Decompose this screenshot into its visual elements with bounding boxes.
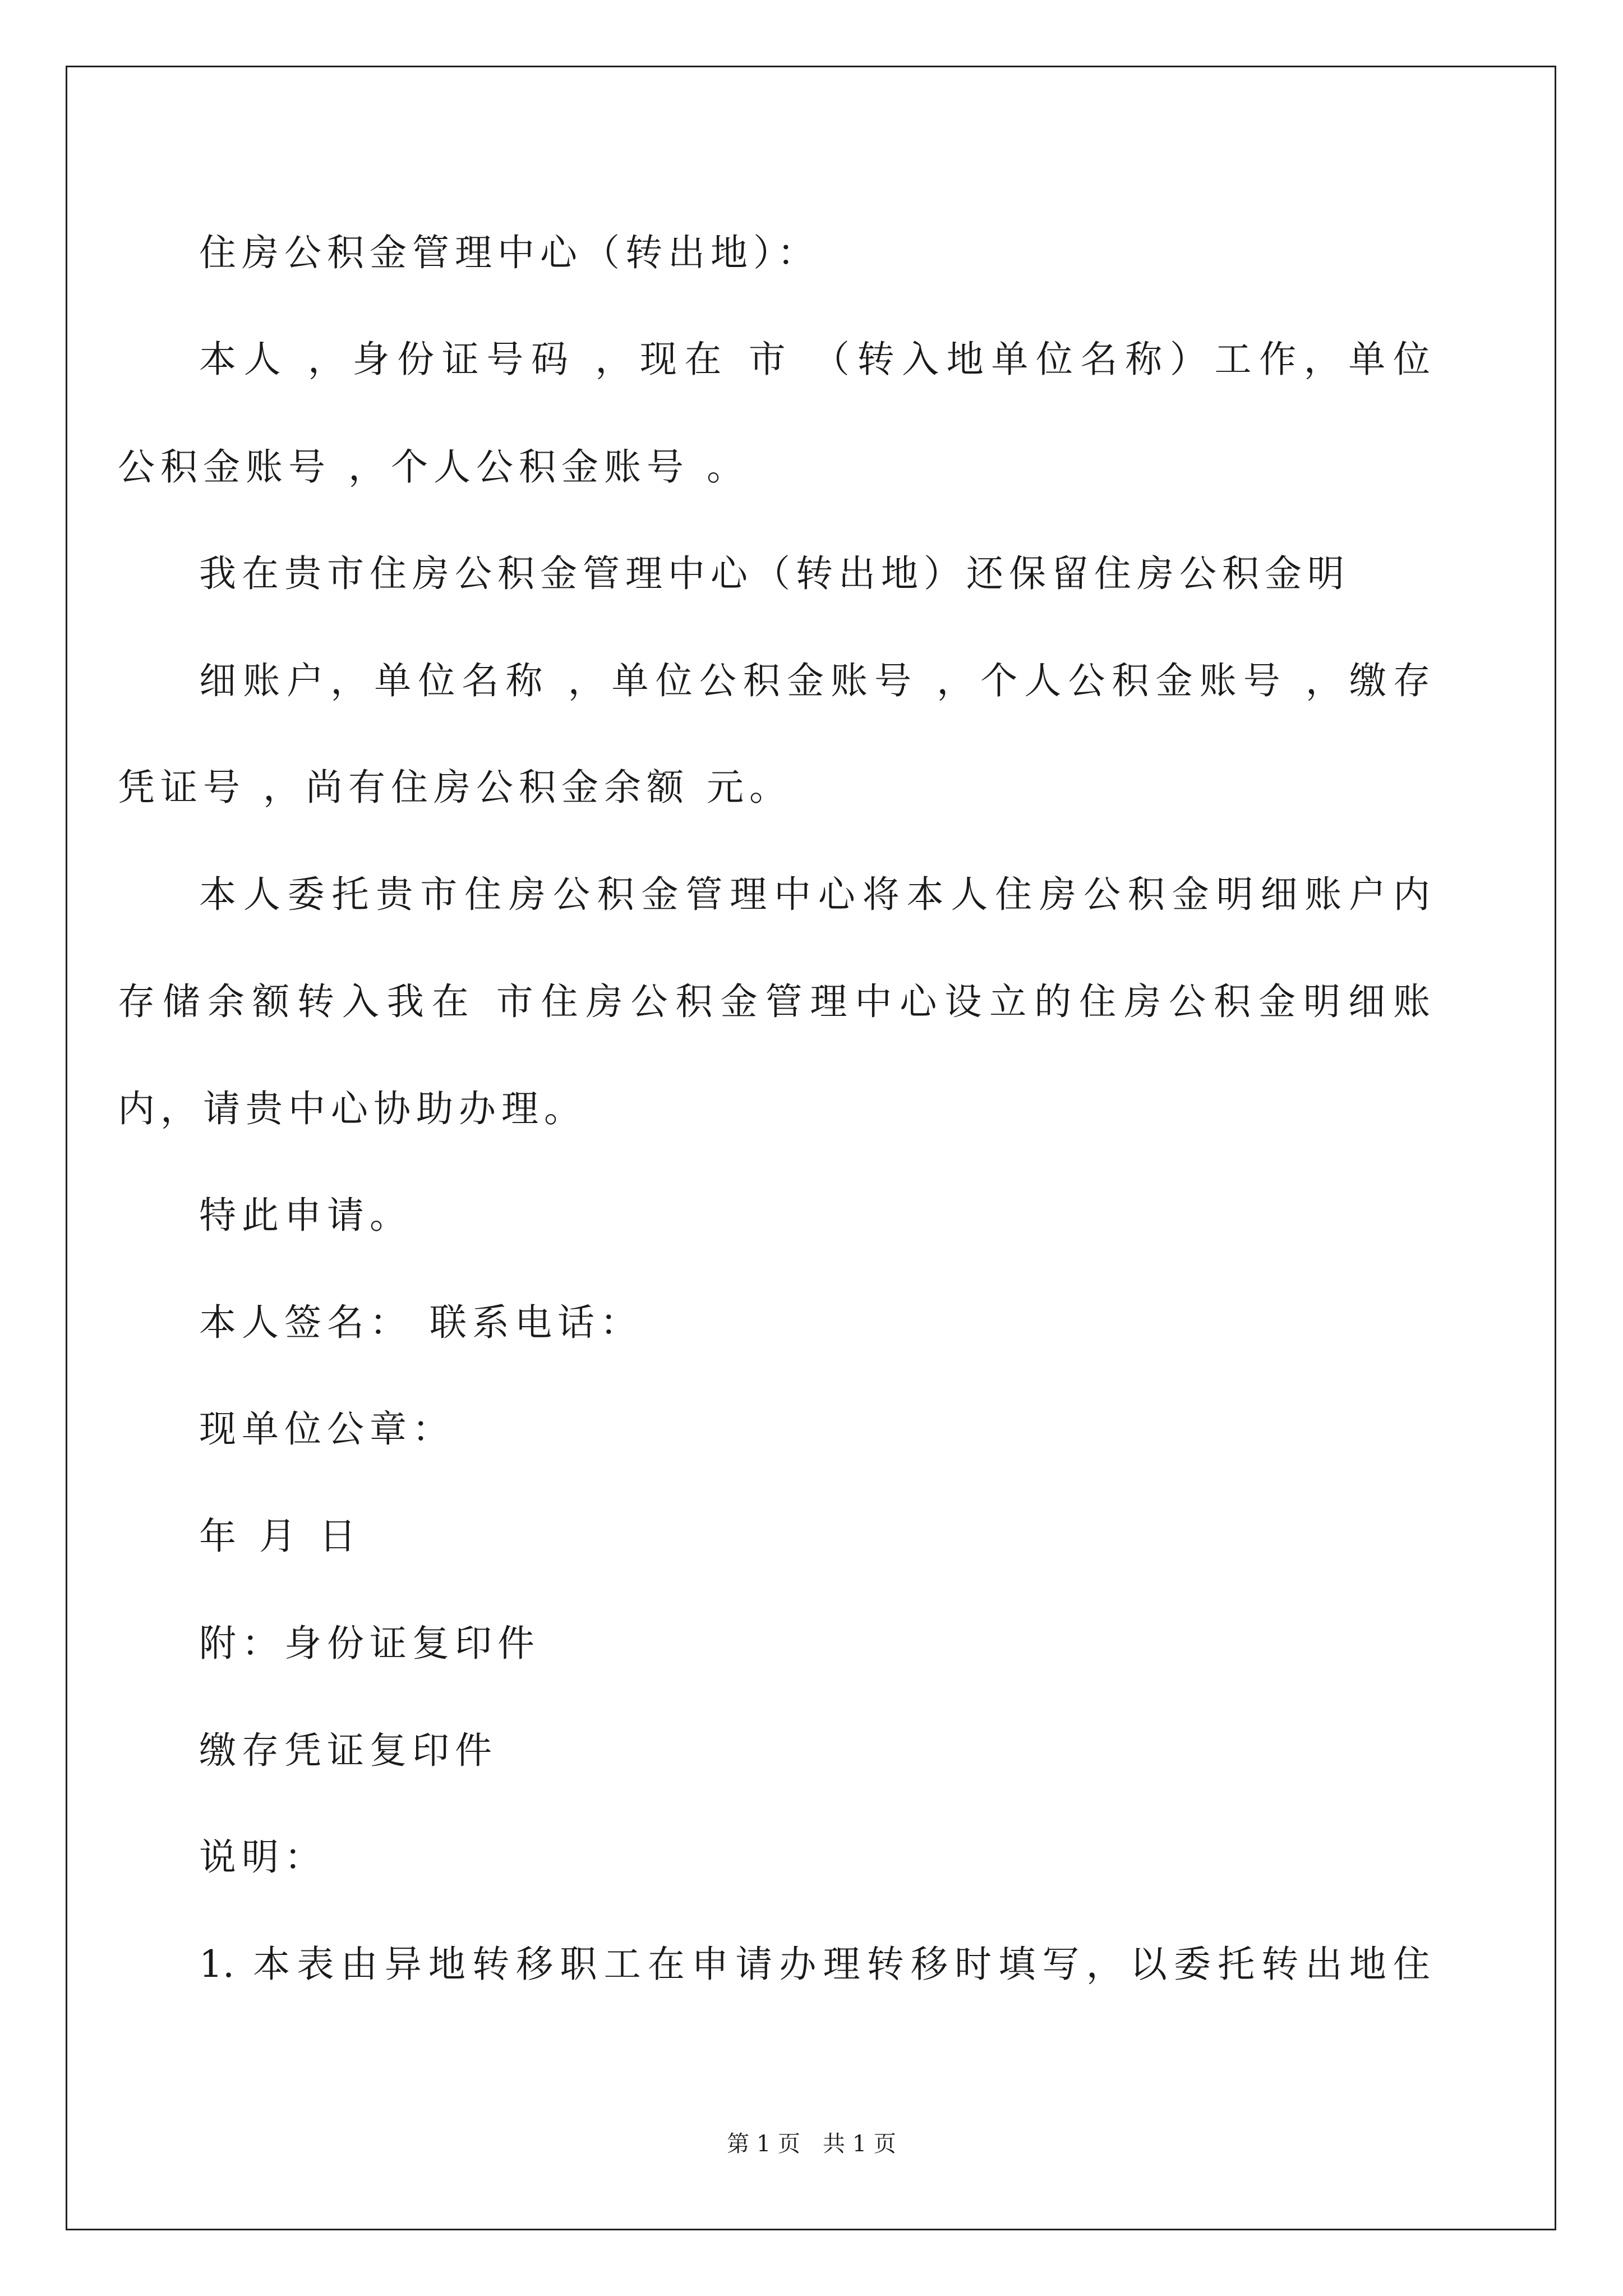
paragraph-line: 存储余额转入我在 市住房公积金管理中心设立的住房公积金明细账: [118, 980, 1430, 1023]
page-number: 第 1 页: [727, 2131, 800, 2157]
closing-line: 特此申请。: [199, 1194, 412, 1237]
date-line: 年 月 日: [199, 1515, 362, 1558]
paragraph-line: 细账户，单位名称 ，单位公积金账号 ，个人公积金账号 ，缴存: [199, 659, 1430, 702]
notes-heading: 说明：: [199, 1835, 327, 1879]
paragraph-line: 公积金账号 ，个人公积金账号 。: [118, 445, 749, 489]
page-total: 共 1 页: [823, 2131, 896, 2157]
attachment-line: 附：身份证复印件: [199, 1622, 540, 1665]
signature-line: 本人签名： 联系电话：: [199, 1301, 643, 1344]
notes-item: 1. 本表由异地转移职工在申请办理转移时填写，以委托转出地住: [199, 1943, 1430, 1986]
page-border: [66, 66, 1556, 2230]
paragraph-line: 我在贵市住房公积金管理中心（转出地）还保留住房公积金明: [199, 552, 1350, 595]
paragraph-line: 本人委托贵市住房公积金管理中心将本人住房公积金明细账户内: [199, 873, 1430, 916]
attachment-line: 缴存凭证复印件: [199, 1729, 497, 1772]
paragraph-line: 本人 ，身份证号码 ，现在 市 （转入地单位名称）工作，单位: [199, 338, 1430, 381]
paragraph-line: 凭证号 ，尚有住房公积金余额 元。: [118, 766, 792, 809]
page-footer: [0, 2133, 1623, 2155]
paragraph-line: 内，请贵中心协助办理。: [118, 1087, 587, 1130]
salutation: 住房公积金管理中心（转出地）：: [199, 231, 820, 274]
company-seal-line: 现单位公章：: [199, 1407, 455, 1451]
